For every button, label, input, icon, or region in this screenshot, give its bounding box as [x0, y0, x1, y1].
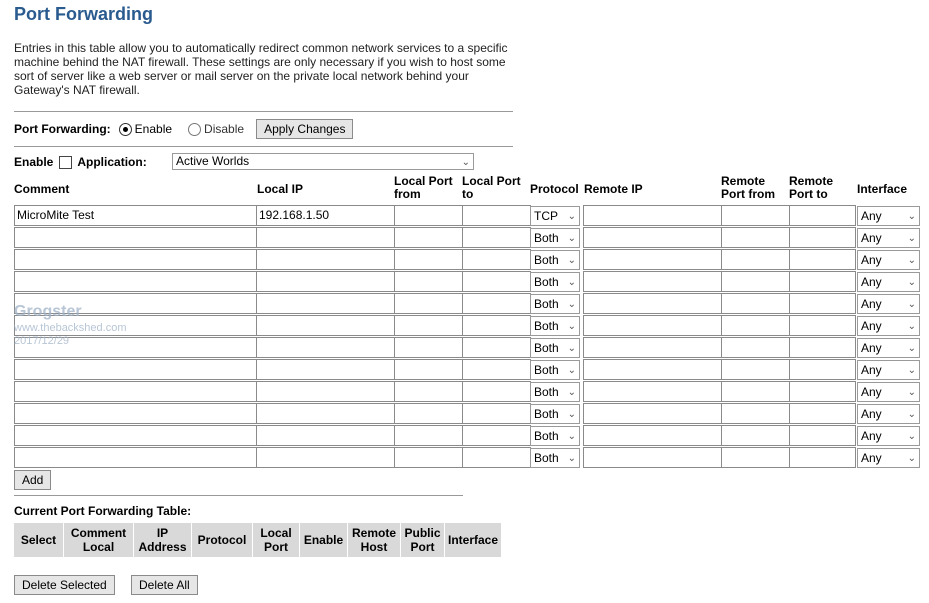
th-select: Select: [14, 523, 64, 557]
th-ip-address: IP Address: [134, 523, 192, 557]
interface-select[interactable]: [857, 448, 920, 468]
interface-select-value: Any: [861, 385, 882, 399]
page-description: Entries in this table allow you to automatically redirect common network services to a specific machine behind the NAT firewall. These settings are only necessary if you wish to host some sort of server like a web server or mail server on the private local network behind your Gateway's NAT firewall.: [14, 41, 508, 97]
chevron-down-icon: ⌄: [907, 431, 916, 442]
chevron-down-icon: ⌄: [567, 233, 576, 244]
remote-ip-input[interactable]: [583, 359, 722, 380]
protocol-select-value: Both: [534, 363, 559, 377]
protocol-select-value: Both: [534, 231, 559, 245]
chevron-down-icon: ⌄: [461, 157, 470, 168]
comment-input[interactable]: [14, 381, 257, 402]
local-ip-input[interactable]: [256, 271, 395, 292]
remote-ip-input[interactable]: [583, 425, 722, 446]
enable-radio-label: Enable: [134, 122, 173, 136]
chevron-down-icon: ⌄: [907, 233, 916, 244]
disable-radio-label: Disable: [204, 122, 245, 136]
local-port-to-input[interactable]: [462, 293, 531, 314]
remote-ip-input[interactable]: [583, 315, 722, 336]
interface-select-value: Any: [861, 209, 882, 223]
chevron-down-icon: ⌄: [567, 409, 576, 420]
protocol-select[interactable]: [530, 448, 580, 468]
divider: [14, 495, 463, 496]
col-local-port-from: Local Port from: [394, 174, 453, 201]
col-comment: Comment: [14, 182, 70, 196]
chevron-down-icon: ⌄: [907, 277, 916, 288]
local-port-to-input[interactable]: [462, 425, 531, 446]
local-port-to-input[interactable]: [462, 205, 531, 226]
remote-port-from-input[interactable]: [721, 293, 790, 314]
protocol-select[interactable]: [530, 426, 580, 446]
local-port-to-input[interactable]: [462, 447, 531, 468]
comment-input[interactable]: [14, 359, 257, 380]
disable-radio[interactable]: [188, 123, 201, 136]
protocol-select[interactable]: [530, 250, 580, 270]
local-ip-input[interactable]: [256, 315, 395, 336]
local-port-to-input[interactable]: [462, 271, 531, 292]
local-port-to-input[interactable]: [462, 315, 531, 336]
interface-select[interactable]: [857, 206, 920, 226]
protocol-select-value: Both: [534, 297, 559, 311]
chevron-down-icon: ⌄: [907, 255, 916, 266]
remote-port-to-input[interactable]: [789, 447, 856, 468]
chevron-down-icon: ⌄: [567, 431, 576, 442]
chevron-down-icon: ⌄: [907, 409, 916, 420]
comment-input[interactable]: [14, 271, 257, 292]
local-ip-input[interactable]: 192.168.1.50: [256, 205, 395, 226]
interface-select-value: Any: [861, 363, 882, 377]
remote-port-from-input[interactable]: [721, 271, 790, 292]
interface-select-value: Any: [861, 451, 882, 465]
remote-port-to-input[interactable]: [789, 403, 856, 424]
local-port-from-input[interactable]: [394, 359, 463, 380]
application-enable-checkbox[interactable]: [59, 156, 72, 169]
remote-port-from-input[interactable]: [721, 227, 790, 248]
enable-radio[interactable]: [119, 123, 132, 136]
local-port-to-input[interactable]: [462, 227, 531, 248]
local-ip-input[interactable]: [256, 359, 395, 380]
th-remote-host: Remote Host: [348, 523, 401, 557]
interface-select-value: Any: [861, 429, 882, 443]
chevron-down-icon: ⌄: [907, 321, 916, 332]
local-port-from-input[interactable]: [394, 205, 463, 226]
interface-select-value: Any: [861, 319, 882, 333]
remote-port-from-input[interactable]: [721, 447, 790, 468]
page-title: Port Forwarding: [14, 4, 153, 24]
local-port-from-input[interactable]: [394, 425, 463, 446]
remote-port-to-input[interactable]: [789, 205, 856, 226]
interface-select[interactable]: [857, 360, 920, 380]
add-button[interactable]: Add: [14, 470, 51, 490]
watermark-name: Grogster: [14, 303, 82, 320]
interface-select[interactable]: [857, 272, 920, 292]
port-forwarding-label: Port Forwarding:: [14, 122, 111, 136]
protocol-select-value: Both: [534, 385, 559, 399]
remote-port-to-input[interactable]: [789, 293, 856, 314]
local-port-from-input[interactable]: [394, 381, 463, 402]
application-select[interactable]: [172, 153, 474, 170]
local-ip-input[interactable]: [256, 447, 395, 468]
remote-port-to-input[interactable]: [789, 249, 856, 270]
protocol-select[interactable]: [530, 404, 580, 424]
remote-port-to-input[interactable]: [789, 359, 856, 380]
remote-port-to-input[interactable]: [789, 337, 856, 358]
port-forwarding-toggle-row: [14, 118, 353, 140]
col-remote-port-from: Remote Port from: [721, 174, 775, 201]
watermark-site: www.thebackshed.com: [14, 322, 127, 334]
chevron-down-icon: ⌄: [567, 299, 576, 310]
local-port-from-input[interactable]: [394, 249, 463, 270]
chevron-down-icon: ⌄: [907, 211, 916, 222]
remote-ip-input[interactable]: [583, 293, 722, 314]
local-ip-input[interactable]: [256, 293, 395, 314]
remote-port-from-input[interactable]: [721, 359, 790, 380]
col-interface: Interface: [857, 182, 908, 196]
chevron-down-icon: ⌄: [567, 453, 576, 464]
protocol-select-value: Both: [534, 341, 559, 355]
interface-select[interactable]: [857, 382, 920, 402]
remote-port-to-input[interactable]: [789, 227, 856, 248]
protocol-select[interactable]: [530, 206, 580, 226]
interface-select-value: Any: [861, 297, 882, 311]
interface-select[interactable]: [857, 426, 920, 446]
remote-port-to-input[interactable]: [789, 271, 856, 292]
application-row: [14, 153, 147, 171]
local-ip-input[interactable]: [256, 425, 395, 446]
chevron-down-icon: ⌄: [567, 277, 576, 288]
th-comment-local: Comment Local: [64, 523, 134, 557]
comment-input[interactable]: MicroMite Test: [14, 205, 257, 226]
chevron-down-icon: ⌄: [567, 343, 576, 354]
local-port-from-input[interactable]: [394, 403, 463, 424]
chevron-down-icon: ⌄: [907, 365, 916, 376]
remote-ip-input[interactable]: [583, 447, 722, 468]
apply-changes-button[interactable]: Apply Changes: [256, 119, 353, 139]
comment-input[interactable]: [14, 227, 257, 248]
local-port-from-input[interactable]: [394, 227, 463, 248]
comment-input[interactable]: [14, 249, 257, 270]
local-port-from-input[interactable]: [394, 337, 463, 358]
interface-select-value: Any: [861, 275, 882, 289]
protocol-select[interactable]: [530, 338, 580, 358]
col-protocol: Protocol: [530, 182, 579, 196]
chevron-down-icon: ⌄: [907, 453, 916, 464]
protocol-select-value: Both: [534, 253, 559, 267]
comment-input[interactable]: [14, 403, 257, 424]
local-port-to-input[interactable]: [462, 381, 531, 402]
remote-ip-input[interactable]: [583, 381, 722, 402]
local-port-to-input[interactable]: [462, 337, 531, 358]
th-protocol: Protocol: [192, 523, 253, 557]
remote-ip-input[interactable]: [583, 403, 722, 424]
enable-label: Enable: [14, 155, 54, 169]
interface-select-value: Any: [861, 253, 882, 267]
protocol-select-value: Both: [534, 275, 559, 289]
chevron-down-icon: ⌄: [907, 387, 916, 398]
remote-ip-input[interactable]: [583, 227, 722, 248]
interface-select[interactable]: [857, 250, 920, 270]
comment-input[interactable]: [14, 447, 257, 468]
protocol-select-value: Both: [534, 319, 559, 333]
remote-port-from-input[interactable]: [721, 337, 790, 358]
application-label: Application:: [77, 155, 147, 169]
local-port-to-input[interactable]: [462, 249, 531, 270]
chevron-down-icon: ⌄: [567, 255, 576, 266]
local-port-to-input[interactable]: [462, 359, 531, 380]
protocol-select-value: Both: [534, 451, 559, 465]
remote-port-from-input[interactable]: [721, 381, 790, 402]
current-table-title: Current Port Forwarding Table:: [14, 504, 192, 518]
interface-select[interactable]: [857, 338, 920, 358]
local-port-from-input[interactable]: [394, 271, 463, 292]
interface-select-value: Any: [861, 231, 882, 245]
protocol-select[interactable]: [530, 294, 580, 314]
col-local-ip: Local IP: [257, 182, 304, 196]
current-forwarding-table: [14, 523, 502, 557]
protocol-select[interactable]: [530, 272, 580, 292]
local-ip-input[interactable]: [256, 403, 395, 424]
local-ip-input[interactable]: [256, 249, 395, 270]
chevron-down-icon: ⌄: [567, 211, 576, 222]
th-enable: Enable: [300, 523, 348, 557]
chevron-down-icon: ⌄: [567, 387, 576, 398]
col-local-port-to: Local Port to: [462, 174, 521, 201]
local-ip-input[interactable]: [256, 227, 395, 248]
comment-input[interactable]: [14, 425, 257, 446]
remote-port-to-input[interactable]: [789, 315, 856, 336]
delete-selected-button[interactable]: Delete Selected: [14, 575, 115, 595]
remote-ip-input[interactable]: [583, 249, 722, 270]
remote-port-from-input[interactable]: [721, 315, 790, 336]
local-port-from-input[interactable]: [394, 447, 463, 468]
divider: [14, 146, 513, 147]
th-local-port: Local Port: [253, 523, 300, 557]
remote-ip-input[interactable]: [583, 271, 722, 292]
local-port-to-input[interactable]: [462, 403, 531, 424]
protocol-select-value: Both: [534, 407, 559, 421]
interface-select[interactable]: [857, 404, 920, 424]
remote-port-from-input[interactable]: [721, 205, 790, 226]
interface-select[interactable]: [857, 316, 920, 336]
chevron-down-icon: ⌄: [907, 299, 916, 310]
interface-select[interactable]: [857, 294, 920, 314]
local-ip-input[interactable]: [256, 381, 395, 402]
interface-select[interactable]: [857, 228, 920, 248]
local-port-from-input[interactable]: [394, 293, 463, 314]
interface-select-value: Any: [861, 407, 882, 421]
remote-port-from-input[interactable]: [721, 403, 790, 424]
local-ip-input[interactable]: [256, 337, 395, 358]
remote-port-from-input[interactable]: [721, 425, 790, 446]
col-remote-port-to: Remote Port to: [789, 174, 834, 201]
protocol-select-value: Both: [534, 429, 559, 443]
application-select-value: Active Worlds: [176, 154, 250, 168]
chevron-down-icon: ⌄: [907, 343, 916, 354]
remote-port-to-input[interactable]: [789, 381, 856, 402]
interface-select-value: Any: [861, 341, 882, 355]
divider: [14, 111, 513, 112]
col-remote-ip: Remote IP: [584, 182, 643, 196]
remote-ip-input[interactable]: [583, 205, 722, 226]
th-interface: Interface: [445, 523, 502, 557]
delete-all-button[interactable]: Delete All: [131, 575, 198, 595]
chevron-down-icon: ⌄: [567, 365, 576, 376]
protocol-select-value: TCP: [534, 209, 558, 223]
chevron-down-icon: ⌄: [567, 321, 576, 332]
protocol-select[interactable]: [530, 360, 580, 380]
remote-port-from-input[interactable]: [721, 249, 790, 270]
watermark-date: 2017/12/29: [14, 335, 70, 347]
protocol-select[interactable]: [530, 316, 580, 336]
remote-port-to-input[interactable]: [789, 425, 856, 446]
th-public-port: Public Port: [401, 523, 445, 557]
remote-ip-input[interactable]: [583, 337, 722, 358]
local-port-from-input[interactable]: [394, 315, 463, 336]
protocol-select[interactable]: [530, 228, 580, 248]
protocol-select[interactable]: [530, 382, 580, 402]
